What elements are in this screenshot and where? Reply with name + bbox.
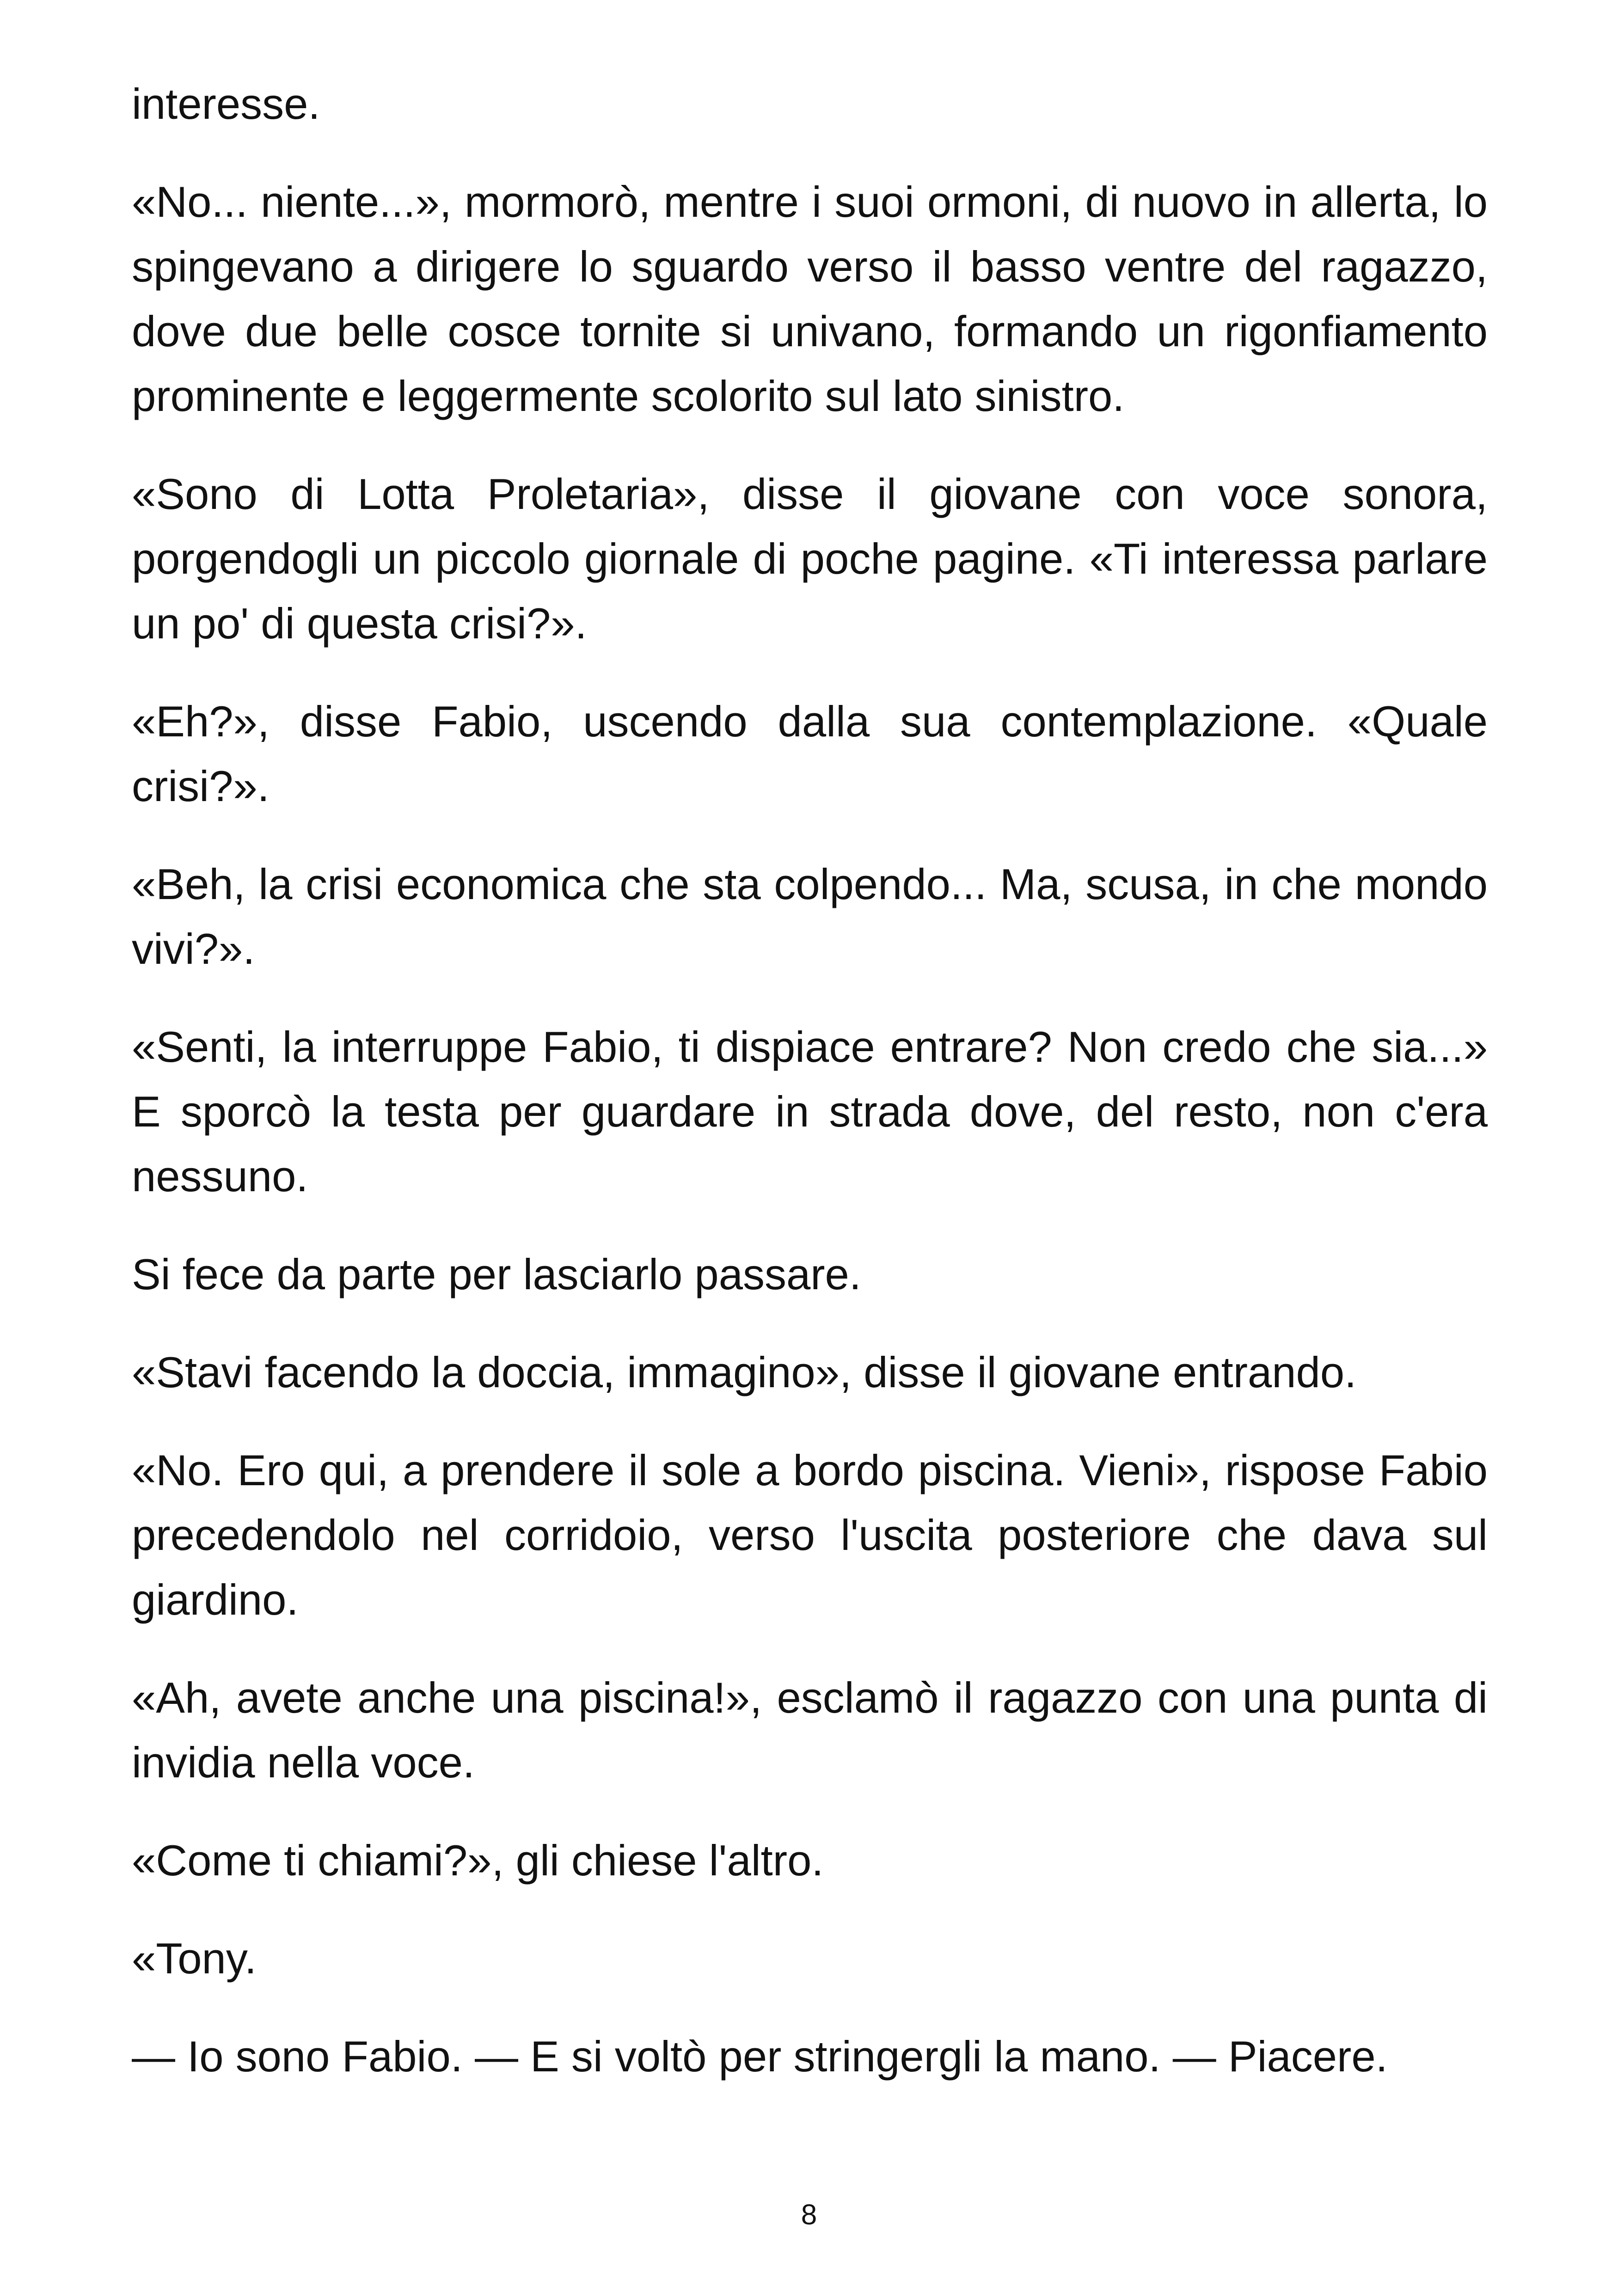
paragraph-5: «Beh, la crisi economica che sta colpendo... Ma, scusa, in che mondo vivi?».: [132, 860, 1488, 973]
paragraph-13: — Io sono Fabio. — E si voltò per stringergli la mano. — Piacere.: [132, 2032, 1388, 2081]
paragraph-1: interesse.: [132, 80, 320, 128]
body-text: [132, 72, 1488, 2122]
paragraph-3: «Sono di Lotta Proletaria», disse il giovane con voce sonora, porgendogli un piccolo giornale di poche pagine. «Ti interessa parlare un po' di questa crisi?».: [132, 470, 1488, 648]
paragraph-10: «Ah, avete anche una piscina!», esclamò il ragazzo con una punta di invidia nella voce.: [132, 1673, 1488, 1787]
page-number: 8: [801, 2199, 817, 2231]
paragraph-7: Si fece da parte per lasciarlo passare.: [132, 1250, 861, 1298]
paragraph-8: «Stavi facendo la doccia, immagino», disse il giovane entrando.: [132, 1348, 1357, 1396]
paragraph-6: «Senti, la interruppe Fabio, ti dispiace entrare? Non credo che sia...» E sporcò la testa per guardare in strada dove, del resto, non c'era nessuno.: [132, 1022, 1488, 1200]
paragraph-4: «Eh?», disse Fabio, uscendo dalla sua contemplazione. «Quale crisi?».: [132, 697, 1488, 810]
paragraph-11: «Come ti chiami?», gli chiese l'altro.: [132, 1836, 824, 1885]
paragraph-2: «No... niente...», mormorò, mentre i suoi ormoni, di nuovo in allerta, lo spingevano a dirigere lo sguardo verso il basso ventre del ragazzo, dove due belle cosce tornite si univano, formando un rigonfiamento prominente e leggermente scolorito sul lato sinistro.: [132, 178, 1488, 420]
paragraph-9: «No. Ero qui, a prendere il sole a bordo piscina. Vieni», rispose Fabio precedendolo nel corridoio, verso l'uscita posteriore che dava sul giardino.: [132, 1446, 1488, 1624]
paragraph-12: «Tony.: [132, 1934, 257, 1983]
